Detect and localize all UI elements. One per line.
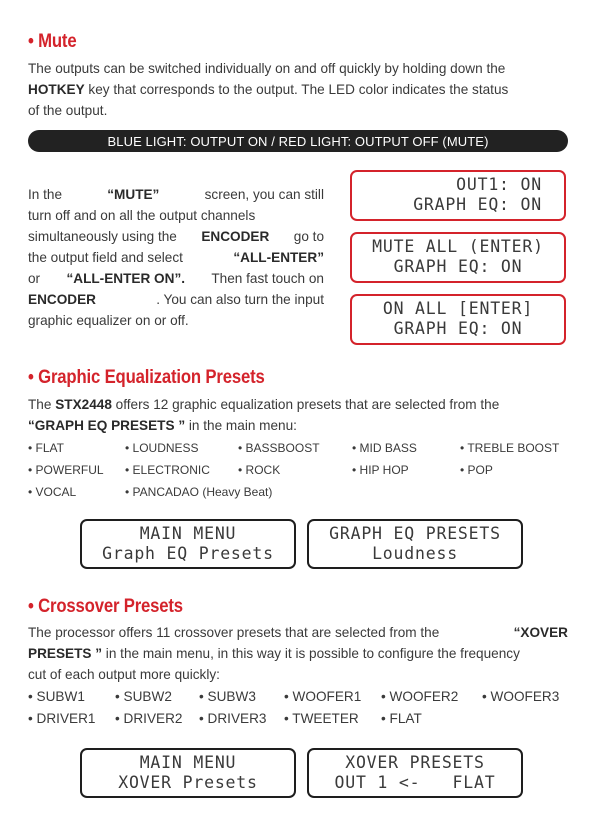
t3a: simultaneously using the <box>28 229 177 244</box>
lcd-xover-preset <box>307 748 523 798</box>
lcd-line: MAIN MENU <box>139 524 237 543</box>
t3c: go to <box>293 229 324 244</box>
lcd-line: XOVER PRESETS <box>345 753 485 772</box>
lcd-line: Graph EQ Presets <box>102 544 274 563</box>
g1c: offers 12 graphic equalization presets that are selected from the <box>111 397 500 412</box>
g1a: The <box>28 397 56 412</box>
g2b: in the main menu: <box>185 418 297 433</box>
geq-heading: • Graphic Equalization Presets <box>28 367 265 388</box>
xover-preset-item: • WOOFER2 <box>381 689 459 704</box>
mute-paragraph-line2 <box>28 79 568 100</box>
geq-preset-item: • POP <box>460 463 493 477</box>
lcd-line: GRAPH EQ: ON <box>413 195 542 214</box>
geq-preset-item: • VOCAL <box>28 485 77 499</box>
t5a: or <box>28 271 41 286</box>
geq-paragraph-line2 <box>28 415 568 436</box>
t1c: screen, you can still <box>204 187 324 202</box>
mute-paragraph-line1: The outputs can be switched individually on and off quickly by holding down the <box>28 61 506 76</box>
xover-preset-item: • DRIVER2 <box>115 711 183 726</box>
geq-preset-item: • PANCADAO (Heavy Beat) <box>125 485 273 499</box>
t5c: Then fast touch on <box>211 271 324 286</box>
lcd-line: GRAPH EQ: ON <box>393 319 523 338</box>
mute-instr-line3 <box>28 226 324 247</box>
lcd-line: GRAPH EQ: ON <box>393 257 523 276</box>
geq-preset-item: • FLAT <box>28 441 64 455</box>
geq-paragraph <box>28 394 568 436</box>
mute-instr-line4 <box>28 247 324 268</box>
led-status-banner: BLUE LIGHT: OUTPUT ON / RED LIGHT: OUTPUT OFF (MUTE) <box>28 130 568 152</box>
xover-preset-item: • SUBW2 <box>115 689 172 704</box>
lcd-out1-screen <box>350 170 566 221</box>
x1a: The processor offers 11 crossover presets that are selected from the <box>28 625 440 640</box>
lcd-mute-all-screen <box>350 232 566 283</box>
lcd-line: XOVER Presets <box>118 773 258 792</box>
xover-paragraph-line2 <box>28 643 568 664</box>
geq-preset-item: • POWERFUL <box>28 463 104 477</box>
mute-paragraph-line3: of the output. <box>28 103 108 118</box>
model-term: STX2448 <box>55 397 112 412</box>
lcd-line: OUT 1 <- FLAT <box>334 773 496 792</box>
geq-preset-item: • ROCK <box>238 463 281 477</box>
mute-instr-line6 <box>28 289 324 310</box>
lcd-line: MUTE ALL (ENTER) <box>372 237 544 256</box>
lcd-line: ON ALL [ENTER] <box>382 299 534 318</box>
mute-term: “MUTE” <box>107 187 160 202</box>
lcd-line: GRAPH EQ PRESETS <box>329 524 501 543</box>
lcd-on-all-screen <box>350 294 566 345</box>
lcd-xover-main-menu <box>80 748 296 798</box>
hotkey-term: HOTKEY <box>28 82 85 97</box>
mute-instr-line7: graphic equalizer on or off. <box>28 313 189 328</box>
xover-preset-item: • SUBW3 <box>199 689 256 704</box>
geq-preset-item: • BASSBOOST <box>238 441 320 455</box>
xover-paragraph-line3: cut of each output more quickly: <box>28 667 220 682</box>
xover-preset-item: • WOOFER1 <box>284 689 362 704</box>
lcd-line: Loudness <box>372 544 458 563</box>
xover-preset-item: • TWEETER <box>284 711 359 726</box>
lcd-geq-preset <box>307 519 523 569</box>
geq-preset-item: • TREBLE BOOST <box>460 441 560 455</box>
encoder-term: ENCODER <box>201 229 270 244</box>
xover-heading: • Crossover Presets <box>28 596 183 617</box>
geq-preset-item: • HIP HOP <box>352 463 409 477</box>
mute-instr-line2: turn off and on all the output channels <box>28 208 256 223</box>
xover-paragraph <box>28 622 568 685</box>
xover-term: “XOVER <box>513 625 568 640</box>
mute-heading: • Mute <box>28 31 77 52</box>
xover-preset-item: • WOOFER3 <box>482 689 560 704</box>
mute-instr-line1 <box>28 184 324 205</box>
encoder-term-2: ENCODER <box>28 292 96 307</box>
t6b: . You can also turn the input <box>156 292 324 307</box>
geq-paragraph-line1 <box>28 394 568 415</box>
xover-paragraph-line1 <box>28 622 568 643</box>
xover-preset-item: • FLAT <box>381 711 422 726</box>
t1a: In the <box>28 187 63 202</box>
geq-preset-item: • LOUDNESS <box>125 441 199 455</box>
presets-term: PRESETS ” <box>28 646 103 661</box>
all-enter-on-term: “ALL-ENTER ON”. <box>66 271 186 286</box>
geq-preset-item: • MID BASS <box>352 441 417 455</box>
lcd-line: MAIN MENU <box>139 753 237 772</box>
mute-instructions <box>28 184 324 331</box>
mute-paragraph <box>28 58 568 121</box>
x2b: in the main menu, in this way it is possible to configure the frequency <box>102 646 520 661</box>
geq-preset-item: • ELECTRONIC <box>125 463 210 477</box>
lcd-geq-main-menu <box>80 519 296 569</box>
xover-preset-item: • DRIVER3 <box>199 711 267 726</box>
lcd-line: OUT1: ON <box>456 175 542 194</box>
xover-preset-item: • SUBW1 <box>28 689 85 704</box>
graph-eq-presets-term: “GRAPH EQ PRESETS ” <box>28 418 186 433</box>
all-enter-term: “ALL-ENTER” <box>233 250 324 265</box>
mute-instr-line5 <box>28 268 324 289</box>
xover-preset-item: • DRIVER1 <box>28 711 96 726</box>
t4a: the output field and select <box>28 250 183 265</box>
mute-paragraph-line2-rest: key that corresponds to the output. The LED color indicates the status <box>84 82 509 97</box>
